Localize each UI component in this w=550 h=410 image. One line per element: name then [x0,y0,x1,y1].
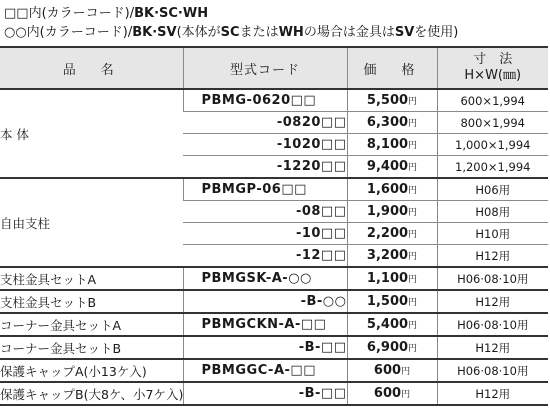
model-code-cell: -1220□□ [183,156,347,179]
dimensions-cell: H12用 [437,245,548,268]
product-name-cell: 自由支柱 [0,178,183,267]
dimensions-cell: 1,200×1,994 [437,156,548,179]
model-code-cell: PBMGGC-A-□□ [183,359,347,382]
table-row [0,267,548,290]
legend-1-codes: BK·SC·WH [134,6,209,21]
price-value: 1,600 [366,182,409,197]
dimensions-cell: H12用 [437,290,548,313]
price-value: 600 [373,363,402,378]
price-value: 6,300 [366,115,409,130]
price-value: 5,400 [366,317,409,332]
product-name-cell: 支柱金具セットB [0,290,183,313]
price-cell [347,201,437,223]
legend-2-codes: BK·SV [132,25,177,40]
header-price: 価 格 [347,47,437,89]
yen-unit: 円 [408,298,418,308]
price-cell [347,223,437,245]
dimensions-cell: H12用 [437,336,548,359]
table-row [0,382,548,405]
table-row [0,313,548,336]
price-cell [347,178,437,201]
price-cell [347,245,437,268]
legend-2-note-a: (本体が [176,25,221,40]
model-code-cell: -0820□□ [183,112,347,134]
legend-2-note-b: または [239,25,279,40]
yen-unit: 円 [408,275,418,285]
price-value: 9,400 [366,159,409,174]
dimensions-cell: H12用 [437,382,548,405]
yen-unit: 円 [408,230,418,240]
dimensions-cell: H08用 [437,201,548,223]
yen-unit: 円 [401,367,411,377]
model-code-cell: -12□□ [183,245,347,268]
price-value: 1,900 [366,204,409,219]
dimensions-cell: H06用 [437,178,548,201]
header-dimensions-title: 寸 法 [473,52,513,67]
yen-unit: 円 [408,163,418,173]
model-code-cell: -08□□ [183,201,347,223]
header-dimensions-unit: H×W(㎜) [464,68,522,83]
yen-unit: 円 [408,321,418,331]
legend-2-sc: SC [220,25,240,40]
product-name-cell: 保護キャップB(大8ケ、小7ケ入) [0,382,183,405]
price-value: 3,200 [366,248,409,263]
color-code-legend-line-2 [4,23,458,42]
yen-unit: 円 [408,344,418,354]
legend-2-note-d: を使用) [414,25,459,40]
dimensions-cell: H06·08·10用 [437,267,548,290]
model-code-cell: -10□□ [183,223,347,245]
yen-unit: 円 [408,141,418,151]
yen-unit: 円 [408,119,418,129]
product-name-cell: 支柱金具セットA [0,267,183,290]
price-value: 6,900 [366,340,409,355]
product-name-cell: コーナー金具セットA [0,313,183,336]
dimensions-cell: H10用 [437,223,548,245]
price-value: 1,100 [366,271,409,286]
table-row [0,290,548,313]
price-spec-table [0,46,548,406]
price-cell [347,89,437,112]
model-code-cell: -B-○○ [183,290,347,313]
model-code-cell: -B-□□ [183,336,347,359]
product-name-cell: 保護キャップA(小13ケ入) [0,359,183,382]
yen-unit: 円 [408,97,418,107]
price-cell [347,290,437,313]
dimensions-cell: 600×1,994 [437,89,548,112]
legend-2-wh: WH [278,25,304,40]
price-value: 5,500 [366,93,409,108]
legend-2-prefix: ○○内(カラーコード)/ [4,25,133,40]
model-code-cell: -1020□□ [183,134,347,156]
model-code-cell: PBMGP-06□□ [183,178,347,201]
price-value: 2,200 [366,226,409,241]
dimensions-cell: 1,000×1,994 [437,134,548,156]
price-value: 8,100 [366,137,409,152]
yen-unit: 円 [401,390,411,400]
yen-unit: 円 [408,186,418,196]
dimensions-cell: H06·08·10用 [437,359,548,382]
legend-2-note-c: の場合は金具は [303,25,395,40]
price-cell [347,156,437,179]
header-model-code: 型式コード [183,47,347,89]
price-cell [347,112,437,134]
table-row [0,359,548,382]
dimensions-cell: H06·08·10用 [437,313,548,336]
color-code-legend-line-1 [4,4,208,23]
header-product-name: 品 名 [0,47,183,89]
header-dimensions [437,47,548,89]
legend-1-prefix: □□内(カラーコード)/ [4,6,135,21]
price-value: 600 [373,386,402,401]
price-cell [347,382,437,405]
table-header-row [0,47,548,89]
price-cell [347,359,437,382]
model-code-cell: PBMGCKN-A-□□ [183,313,347,336]
price-cell [347,134,437,156]
price-cell [347,313,437,336]
price-cell [347,267,437,290]
yen-unit: 円 [408,252,418,262]
table-row [0,178,548,201]
yen-unit: 円 [408,208,418,218]
product-name-cell: コーナー金具セットB [0,336,183,359]
legend-2-sv: SV [394,25,415,40]
model-code-cell: PBMG-0620□□ [183,89,347,112]
model-code-cell: -B-□□ [183,382,347,405]
price-value: 1,500 [366,294,409,309]
product-name-cell: 本 体 [0,89,183,178]
price-cell [347,336,437,359]
table-row [0,89,548,112]
model-code-cell: PBMGSK-A-○○ [183,267,347,290]
table-row [0,336,548,359]
dimensions-cell: 800×1,994 [437,112,548,134]
